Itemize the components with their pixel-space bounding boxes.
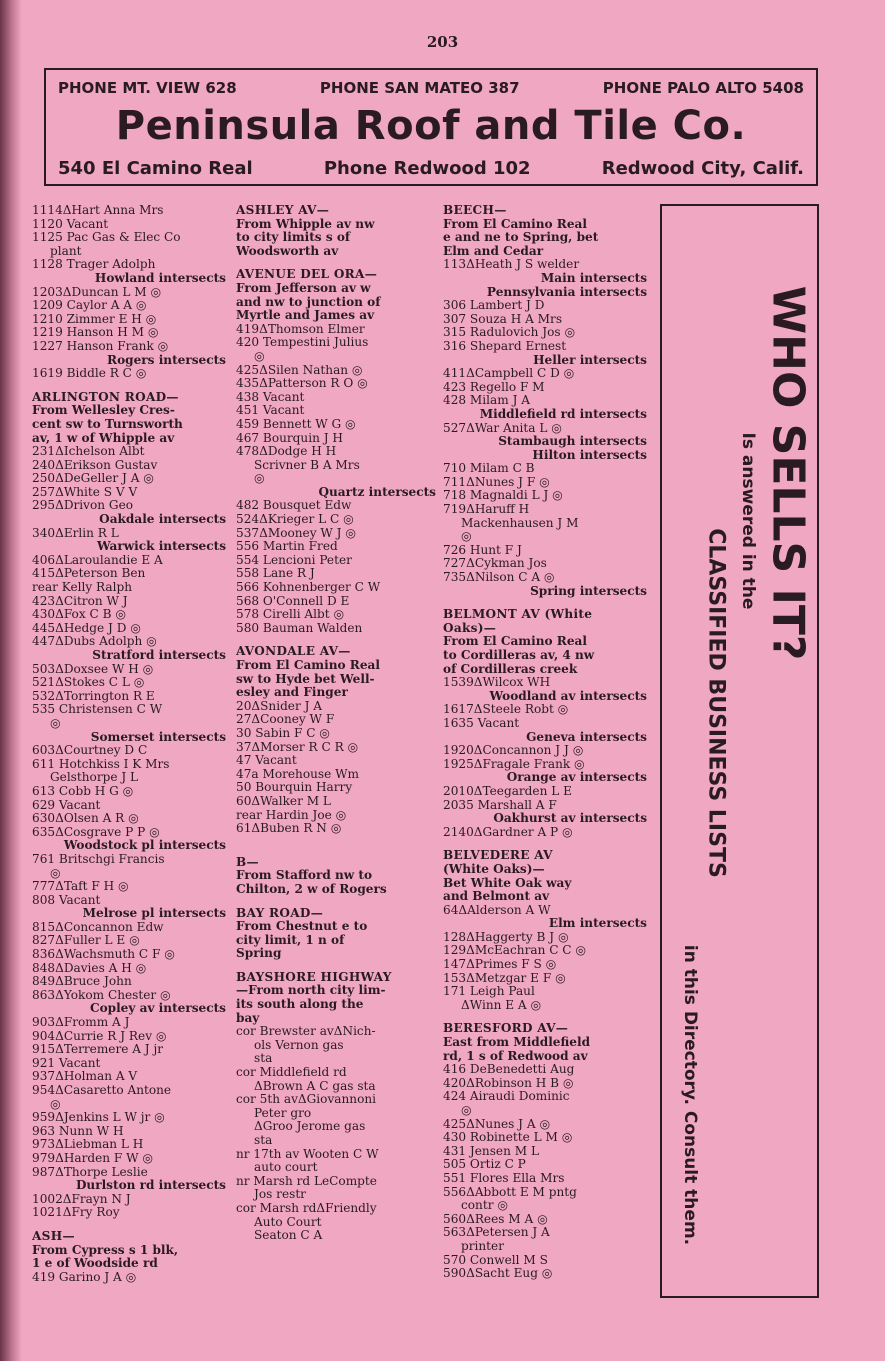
ad-phone-palo-alto: PHONE PALO ALTO 5408 xyxy=(602,79,804,97)
directory-entry: 726 Hunt F J xyxy=(443,543,522,557)
directory-entry: 979ΔHarden F W ◎ xyxy=(32,1151,153,1165)
directory-entry: 425ΔNunes J A ◎ xyxy=(443,1117,551,1131)
directory-entry: 50 Bourquin Harry xyxy=(236,781,353,795)
entry-continuation: ◎ xyxy=(50,866,61,880)
street-description: its south along the xyxy=(236,998,364,1012)
who-sells-it-ad xyxy=(660,204,819,1298)
directory-entry: 1210 Zimmer E H ◎ xyxy=(32,312,157,326)
spacer xyxy=(236,897,438,907)
directory-entry: 47 Vacant xyxy=(236,754,297,768)
entry-continuation: ΔGroo Jerome gas xyxy=(254,1120,366,1134)
entry-continuation: sta xyxy=(254,1134,273,1147)
street-heading: B— xyxy=(236,855,259,869)
intersects-line: Heller intersects xyxy=(533,353,647,367)
street-description: cent sw to Turnsworth xyxy=(32,417,183,431)
page-number: 203 xyxy=(426,33,459,51)
directory-entry: 231ΔIchelson Albt xyxy=(32,445,145,459)
intersects-line: Pennsylvania intersects xyxy=(486,285,647,299)
entry-continuation: Scrivner B A Mrs xyxy=(254,458,360,472)
directory-entry: 113ΔHeath J S welder xyxy=(443,258,580,272)
street-description: East from Middlefield xyxy=(443,1036,591,1050)
spacer xyxy=(443,1012,649,1022)
street-heading: BAYSHORE HIGHWAY xyxy=(236,970,392,984)
directory-entry: 20ΔSnider J A xyxy=(236,699,323,713)
street-heading: ASHLEY AV— xyxy=(236,204,330,217)
directory-entry: 447ΔDubs Adolph ◎ xyxy=(32,635,157,649)
street-description: From Chestnut e to xyxy=(236,920,368,934)
directory-entry: 566 Kohnenberger C W xyxy=(236,581,381,595)
directory-entry: 1002ΔFrayn N J xyxy=(32,1192,131,1206)
directory-entry: 580 Bauman Walden xyxy=(236,621,363,635)
spacer xyxy=(32,381,228,391)
directory-entry: 556ΔAbbott E M pntg xyxy=(443,1185,577,1199)
street-heading: AVENUE DEL ORA— xyxy=(236,268,378,282)
street-description: —From north city lim- xyxy=(236,984,386,998)
street-description: From El Camino Real xyxy=(443,217,587,231)
directory-entry: 30 Sabin F C ◎ xyxy=(236,726,330,740)
directory-entry: 340ΔErlin R L xyxy=(32,526,119,540)
directory-entry: 570 Conwell M S xyxy=(443,1253,548,1267)
street-heading: ARLINGTON ROAD— xyxy=(32,390,179,404)
street-heading: BERESFORD AV— xyxy=(443,1022,569,1036)
directory-entry: 963 Nunn W H xyxy=(32,1124,124,1138)
entry-continuation: ΔBrown A C gas sta xyxy=(254,1079,376,1093)
directory-entry: 904ΔCurrie R J Rev ◎ xyxy=(32,1029,167,1043)
entry-continuation: ΔWinn E A ◎ xyxy=(461,998,542,1012)
directory-entry: 431 Jensen M L xyxy=(443,1144,539,1158)
intersects-line: Melrose pl intersects xyxy=(82,907,226,921)
consult-directory-line: in this Directory. Consult them. xyxy=(679,944,700,1246)
directory-entry: 153ΔMetzgar E F ◎ xyxy=(443,971,566,985)
directory-entry: 478ΔDodge H H xyxy=(236,445,337,459)
directory-entry: 171 Leigh Paul xyxy=(443,985,535,999)
directory-entry: 836ΔWachsmuth C F ◎ xyxy=(32,948,175,962)
directory-entry: 257ΔWhite S V V xyxy=(32,485,138,499)
directory-entry: 1619 Biddle R C ◎ xyxy=(32,367,147,381)
intersects-line: Orange av intersects xyxy=(506,771,647,785)
directory-entry: 954ΔCasaretto Antone xyxy=(32,1084,172,1097)
directory-entry: 307 Souza H A Mrs xyxy=(443,312,563,326)
entry-continuation: ◎ xyxy=(254,349,265,363)
directory-entry: 560ΔRees M A ◎ xyxy=(443,1212,548,1226)
directory-entry: 503ΔDoxsee W H ◎ xyxy=(32,662,154,676)
street-description: Spring xyxy=(236,947,282,961)
directory-entry: 815ΔConcannon Edw xyxy=(32,920,164,934)
intersects-line: Stambaugh intersects xyxy=(498,435,647,449)
intersects-line: Elm intersects xyxy=(548,917,647,931)
directory-entry: 719ΔHaruff H xyxy=(443,503,530,517)
directory-entry: 435ΔPatterson R O ◎ xyxy=(236,377,368,391)
directory-entry: 718 Magnaldi L J ◎ xyxy=(443,489,563,503)
street-description: Woodsworth av xyxy=(236,244,339,258)
directory-entry: 527ΔWar Anita L ◎ xyxy=(443,421,562,435)
directory-entry: 973ΔLiebman L H xyxy=(32,1138,144,1152)
directory-entry: 2010ΔTeegarden L E xyxy=(443,784,572,798)
spacer xyxy=(443,598,649,608)
directory-entry: 240ΔErikson Gustav xyxy=(32,458,158,472)
directory-entry: 1125 Pac Gas & Elec Co xyxy=(32,231,181,245)
entry-continuation: ols Vernon gas xyxy=(254,1038,344,1052)
entry-continuation: plant xyxy=(50,244,82,258)
directory-entry: 419ΔThomson Elmer xyxy=(236,322,365,336)
directory-entry: 406ΔLaroulandie E A xyxy=(32,553,163,567)
directory-entry: 710 Milam C B xyxy=(443,462,535,476)
directory-entry: 521ΔStokes C L ◎ xyxy=(32,676,145,690)
directory-entry: 1128 Trager Adolph xyxy=(32,258,156,272)
street-description: From Cypress s 1 blk, xyxy=(32,1243,179,1257)
street-heading: Oaks)— xyxy=(443,621,497,635)
directory-entry: 1021ΔFry Roy xyxy=(32,1206,120,1220)
spacer xyxy=(236,846,438,856)
directory-entry: 316 Shepard Ernest xyxy=(443,339,567,353)
directory-entry: 558 Lane R J xyxy=(236,567,315,581)
entry-continuation: ◎ xyxy=(461,530,472,544)
entry-continuation: sta xyxy=(254,1052,273,1066)
directory-entry: 430 Robinette L M ◎ xyxy=(443,1131,573,1145)
entry-continuation: printer xyxy=(461,1239,504,1253)
street-description: rd, 1 s of Redwood av xyxy=(443,1049,588,1063)
street-heading: BELVEDERE AV xyxy=(443,849,553,863)
entry-continuation: ◎ xyxy=(254,472,265,486)
directory-entry: 411ΔCampbell C D ◎ xyxy=(443,367,575,381)
directory-entry: 306 Lambert J D xyxy=(443,299,545,313)
directory-entry: rear Hardin Joe ◎ xyxy=(236,808,347,822)
street-description: From El Camino Real xyxy=(443,635,587,649)
intersects-line: Woodland av intersects xyxy=(489,689,647,703)
directory-entry: 2035 Marshall A F xyxy=(443,798,557,812)
directory-entry: 611 Hotchkiss I K Mrs xyxy=(32,757,170,771)
street-description: esley and Finger xyxy=(236,686,348,700)
who-sells-it-subline: Is answered in the xyxy=(737,432,758,610)
spacer xyxy=(236,635,438,645)
street-description: bay xyxy=(236,1011,260,1025)
directory-entry: 250ΔDeGeller J A ◎ xyxy=(32,472,154,486)
street-description: (White Oaks)— xyxy=(443,862,545,876)
entry-continuation: Jos restr xyxy=(254,1188,306,1202)
street-description: Chilton, 2 w of Rogers xyxy=(236,882,387,896)
directory-entry: cor Marsh rdΔFriendly xyxy=(236,1201,377,1215)
entry-continuation: auto court xyxy=(254,1161,318,1175)
street-heading: BELMONT AV (White xyxy=(443,608,593,622)
directory-entry: 451 Vacant xyxy=(236,404,305,418)
ad-address: 540 El Camino Real xyxy=(58,158,253,179)
directory-entry: 987ΔThorpe Leslie xyxy=(32,1165,148,1179)
directory-entry: 419 Garino J A ◎ xyxy=(32,1270,137,1284)
entry-continuation: Seaton C A xyxy=(254,1229,323,1243)
street-description: Bet White Oak way xyxy=(443,876,572,890)
directory-entry: 537ΔMooney W J ◎ xyxy=(236,526,356,540)
directory-entry: 849ΔBruce John xyxy=(32,975,132,989)
directory-entry: 420 Tempestini Julius xyxy=(236,336,369,350)
directory-entry: 438 Vacant xyxy=(236,390,305,404)
intersects-line: Durlston rd intersects xyxy=(75,1179,226,1193)
peninsula-roof-ad xyxy=(44,68,818,186)
directory-entry: 551 Flores Ella Mrs xyxy=(443,1171,565,1185)
ad-phone-san-mateo: PHONE SAN MATEO 387 xyxy=(319,79,520,97)
intersects-line: Oakhurst av intersects xyxy=(493,812,647,826)
intersects-line: Main intersects xyxy=(540,271,647,285)
street-heading: BAY ROAD— xyxy=(236,906,324,920)
directory-entry: 467 Bourquin J H xyxy=(236,431,343,445)
spacer xyxy=(443,839,649,849)
directory-entry: 630ΔOlsen A R ◎ xyxy=(32,812,139,826)
directory-column-1 xyxy=(32,204,228,1284)
street-heading: BEECH— xyxy=(443,204,507,217)
directory-entry: 1617ΔSteele Robt ◎ xyxy=(443,703,569,717)
who-sells-it-heading: WHO SELLS IT? xyxy=(762,285,813,661)
directory-entry: 735ΔNilson C A ◎ xyxy=(443,571,555,585)
spacer xyxy=(236,836,438,846)
directory-entry: 129ΔMcEachran C C ◎ xyxy=(443,944,586,958)
intersects-line: Warwick intersects xyxy=(97,540,226,554)
directory-entry: 554 Lencioni Peter xyxy=(236,553,352,567)
street-description: and Belmont av xyxy=(443,890,550,904)
directory-entry: 1209 Caylor A A ◎ xyxy=(32,299,147,313)
spacer xyxy=(236,961,438,971)
directory-entry: 423ΔCitron W J xyxy=(32,594,128,608)
directory-entry: 428 Milam J A xyxy=(443,394,530,408)
directory-column-2 xyxy=(236,204,438,1243)
directory-entry: 556 Martin Fred xyxy=(236,540,338,554)
ad-phone-mt-view: PHONE MT. VIEW 628 xyxy=(58,79,237,97)
directory-entry: 635ΔCosgrave P P ◎ xyxy=(32,825,160,839)
intersects-line: Middlefield rd intersects xyxy=(479,407,647,421)
directory-entry: 1635 Vacant xyxy=(443,716,520,730)
directory-entry: 420ΔRobinson H B ◎ xyxy=(443,1076,574,1090)
intersects-line: Spring intersects xyxy=(530,584,647,598)
entry-continuation: Mackenhausen J M xyxy=(461,516,579,530)
intersects-line: Howland intersects xyxy=(94,271,226,285)
directory-entry: 315 Radulovich Jos ◎ xyxy=(443,326,576,340)
directory-entry: 295ΔDrivon Geo xyxy=(32,499,134,513)
directory-entry: 903ΔFromm A J xyxy=(32,1016,130,1030)
directory-entry: 613 Cobb H G ◎ xyxy=(32,784,134,798)
street-description: of Cordilleras creek xyxy=(443,662,578,676)
street-description: city limit, 1 n of xyxy=(236,933,345,947)
street-description: av, 1 w of Whipple av xyxy=(32,431,175,445)
directory-entry: 27ΔCooney W F xyxy=(236,713,335,727)
directory-entry: 459 Bennett W G ◎ xyxy=(236,417,356,431)
directory-entry: 563ΔPetersen J A xyxy=(443,1226,550,1240)
street-description: and nw to junction of xyxy=(236,295,381,309)
street-heading: ASH— xyxy=(32,1229,75,1243)
directory-entry: 60ΔWalker M L xyxy=(236,794,331,808)
book-spine-shadow xyxy=(0,0,22,1361)
directory-entry: 128ΔHaggerty B J ◎ xyxy=(443,930,569,944)
directory-entry: 445ΔHedge J D ◎ xyxy=(32,621,141,635)
intersects-line: Geneva intersects xyxy=(526,730,647,744)
entry-continuation: Auto Court xyxy=(254,1215,322,1229)
directory-entry: 1114ΔHart Anna Mrs xyxy=(32,204,164,217)
directory-entry: 777ΔTaft F H ◎ xyxy=(32,880,129,894)
intersects-line: Copley av intersects xyxy=(89,1002,226,1016)
directory-entry: nr Marsh rd LeCompte xyxy=(236,1174,377,1188)
street-description: From Wellesley Cres- xyxy=(32,404,175,418)
directory-entry: 425ΔSilen Nathan ◎ xyxy=(236,363,363,377)
spacer xyxy=(236,258,438,268)
street-description: Myrtle and James av xyxy=(236,309,375,323)
entry-continuation: ◎ xyxy=(50,716,61,730)
entry-continuation: Gelsthorpe J L xyxy=(50,771,139,785)
intersects-line: Rogers intersects xyxy=(107,353,226,367)
directory-entry: 1227 Hanson Frank ◎ xyxy=(32,339,169,353)
directory-entry: 915ΔTerremere A J jr xyxy=(32,1043,164,1057)
street-description: sw to Hyde bet Well- xyxy=(236,672,375,686)
directory-column-3 xyxy=(443,204,649,1281)
directory-entry: 827ΔFuller L E ◎ xyxy=(32,934,140,948)
directory-entry: 590ΔSacht Eug ◎ xyxy=(443,1267,553,1281)
directory-entry: 629 Vacant xyxy=(32,798,101,812)
directory-entry: cor Middlefield rd xyxy=(236,1066,347,1080)
directory-entry: 482 Bousquet Edw xyxy=(236,499,352,513)
intersects-line: Stratford intersects xyxy=(92,649,226,662)
directory-entry: 921 Vacant xyxy=(32,1056,101,1070)
directory-entry: 505 Ortiz C P xyxy=(443,1158,526,1172)
street-description: to Cordilleras av, 4 nw xyxy=(443,649,595,662)
directory-entry: 2140ΔGardner A P ◎ xyxy=(443,825,573,839)
directory-entry: 532ΔTorrington R E xyxy=(32,689,155,703)
directory-entry: 47a Morehouse Wm xyxy=(236,767,360,781)
directory-entry: 147ΔPrimes F S ◎ xyxy=(443,958,557,972)
entry-continuation: Peter gro xyxy=(254,1106,312,1120)
street-heading: AVONDALE AV— xyxy=(236,645,351,659)
entry-continuation: ◎ xyxy=(461,1104,472,1117)
street-description: 1 e of Woodside rd xyxy=(32,1257,158,1271)
directory-entry: 568 O'Connell D E xyxy=(236,594,350,608)
directory-entry: 711ΔNunes J F ◎ xyxy=(443,475,550,489)
directory-entry: 416 DeBenedetti Aug xyxy=(443,1063,575,1077)
directory-entry: 423 Regello F M xyxy=(443,380,545,394)
street-description: From El Camino Real xyxy=(236,659,380,672)
intersects-line: Hilton intersects xyxy=(532,448,647,462)
directory-entry: 415ΔPeterson Ben xyxy=(32,567,146,581)
directory-entry: 863ΔYokom Chester ◎ xyxy=(32,988,171,1002)
directory-entry: 848ΔDavies A H ◎ xyxy=(32,961,147,975)
directory-entry: 1539ΔWilcox WH xyxy=(443,676,551,690)
directory-entry: cor 5th avΔGiovannoni xyxy=(236,1093,377,1107)
directory-entry: cor Brewster avΔNich- xyxy=(236,1025,376,1039)
intersects-line: Somerset intersects xyxy=(90,730,226,744)
directory-entry: 64ΔAlderson A W xyxy=(443,903,551,917)
ad-phones xyxy=(46,79,816,97)
directory-entry: 808 Vacant xyxy=(32,893,101,907)
directory-entry: 727ΔCykman Jos xyxy=(443,557,547,571)
ad-phone-redwood: Phone Redwood 102 xyxy=(323,158,531,179)
directory-entry: 1925ΔFragale Frank ◎ xyxy=(443,757,585,771)
directory-entry: 937ΔHolman A V xyxy=(32,1070,138,1084)
directory-entry: 1920ΔConcannon J J ◎ xyxy=(443,744,584,758)
directory-entry: rear Kelly Ralph xyxy=(32,581,133,595)
ad-bottom-row xyxy=(46,158,816,179)
entry-continuation: ◎ xyxy=(50,1097,61,1111)
directory-entry: 61ΔBuben R N ◎ xyxy=(236,822,342,836)
street-description: From Jefferson av w xyxy=(236,281,371,295)
spacer xyxy=(32,1220,228,1230)
street-description: From Whipple av nw xyxy=(236,217,375,231)
directory-entry: 524ΔKrieger L C ◎ xyxy=(236,513,354,527)
directory-entry: 424 Airaudi Dominic xyxy=(443,1090,570,1104)
entry-continuation: contr ◎ xyxy=(461,1199,508,1213)
directory-entry: 535 Christensen C W xyxy=(32,703,163,717)
directory-entry: 1120 Vacant xyxy=(32,217,109,231)
directory-entry: 430ΔFox C B ◎ xyxy=(32,608,126,622)
directory-entry: 959ΔJenkins L W jr ◎ xyxy=(32,1111,165,1125)
ad-company-name: Peninsula Roof and Tile Co. xyxy=(115,103,747,149)
directory-entry: 761 Britschgi Francis xyxy=(32,852,165,866)
directory-entry: 603ΔCourtney D C xyxy=(32,744,148,758)
classified-business-lists: CLASSIFIED BUSINESS LISTS xyxy=(703,528,728,878)
intersects-line: Oakdale intersects xyxy=(99,513,226,527)
ad-city: Redwood City, Calif. xyxy=(601,158,804,179)
directory-entry: 37ΔMorser R C R ◎ xyxy=(236,740,359,754)
directory-entry: 1219 Hanson H M ◎ xyxy=(32,326,159,340)
street-description: Elm and Cedar xyxy=(443,244,544,258)
street-description: to city limits s of xyxy=(236,231,351,245)
street-description: e and ne to Spring, bet xyxy=(443,231,599,245)
street-description: From Stafford nw to xyxy=(236,869,373,883)
directory-entry: 578 Cirelli Albt ◎ xyxy=(236,608,345,622)
intersects-line: Quartz intersects xyxy=(318,485,436,499)
directory-entry: 1203ΔDuncan L M ◎ xyxy=(32,285,162,299)
directory-entry: nr 17th av Wooten C W xyxy=(236,1147,379,1161)
intersects-line: Woodstock pl intersects xyxy=(63,839,226,853)
